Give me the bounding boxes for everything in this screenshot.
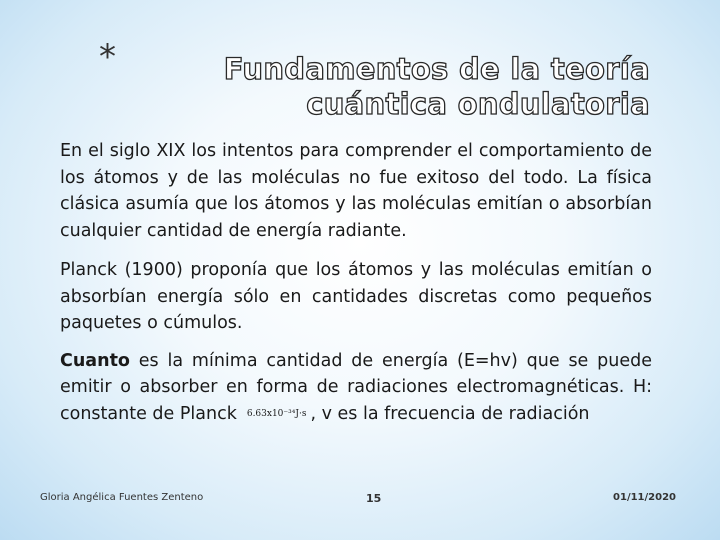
paragraph-classical-physics: En el siglo XIX los intentos para comprender el comportamiento de los átomos y de las moléculas no fue exitoso del todo. La física clásica asumía que los átomos y las moléculas emitían o absorbían cualquier cantidad de energía radiante. [60,141,652,241]
paragraph-quantum-definition [60,348,652,428]
slide-body [60,138,652,437]
footer-page-number: 15 [366,492,382,505]
definition-text: es la mínima cantidad de energía (E=hv) que se puede emitir o absorber en forma de radiaciones electromagnéticas. H: constante de Planck [60,350,652,424]
footer-author: Gloria Angélica Fuentes Zenteno [40,492,204,503]
term-cuanto: Cuanto [60,350,130,371]
footer-date: 01/11/2020 [613,492,676,503]
title-bullet: * [99,37,116,77]
paragraph-planck: Planck (1900) proponía que los átomos y las moléculas emitían o absorbían energía sólo en cantidades discretas como pequeños paquetes o cúmulos. [60,260,652,333]
planck-constant-formula: 6.63x10⁻³⁴J·s [246,408,307,419]
definition-tail: , v es la frecuencia de radiación [310,403,590,424]
slide-title: Fundamentos de la teoría cuántica ondulatoria [223,52,650,121]
